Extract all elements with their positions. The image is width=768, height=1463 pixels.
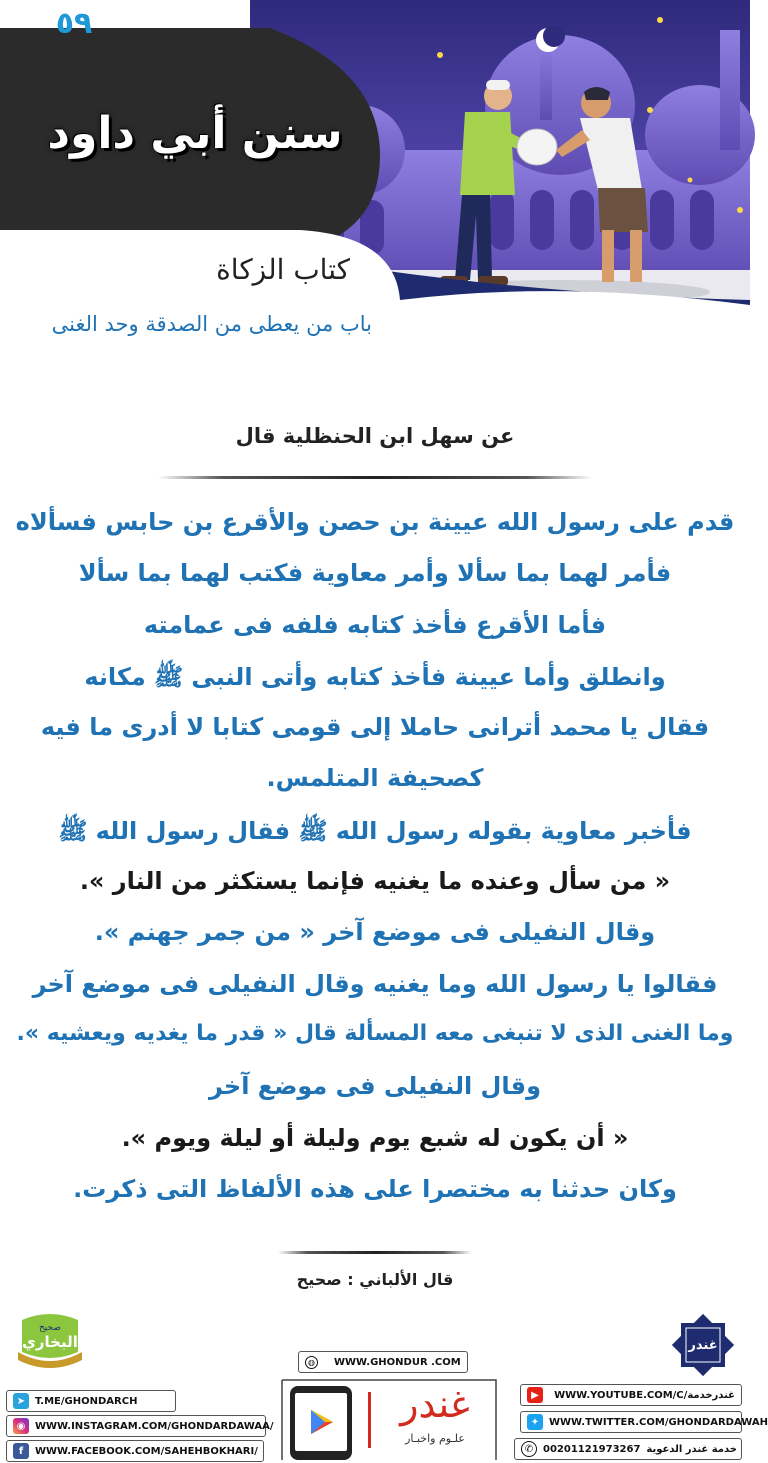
grading-text: قال الألباني : صحيح bbox=[296, 1270, 454, 1289]
telegram-link[interactable] bbox=[6, 1390, 176, 1412]
hadith-line: « من سأل وعنده ما يغنيه فإنما يستكثر من النار ». bbox=[79, 867, 671, 896]
instagram-label: WWW.INSTAGRAM.COM/GHONDARDAWAA/ bbox=[35, 1420, 274, 1432]
hadith-line: فأما الأقرع فأخذ كتابه فلفه فى عمامته bbox=[143, 610, 607, 639]
whatsapp-contact[interactable] bbox=[514, 1438, 742, 1460]
globe-icon: ◍ bbox=[305, 1356, 318, 1369]
svg-text:غندر: غندر bbox=[688, 1338, 718, 1353]
section-title: باب من يعطى من الصدقة وحد الغنى bbox=[51, 312, 372, 336]
twitter-icon: ✦ bbox=[527, 1414, 543, 1430]
hadith-line: فأمر لهما بما سألا وأمر معاوية فكتب لهما بما سألا bbox=[78, 559, 672, 588]
chapter-title: كتاب الزكاة bbox=[216, 253, 350, 286]
whatsapp-name: خدمة غندر الدعوية bbox=[646, 1443, 737, 1455]
whatsapp-number: 00201121973267 bbox=[543, 1443, 641, 1455]
website-link[interactable] bbox=[298, 1351, 468, 1373]
facebook-link[interactable] bbox=[6, 1440, 264, 1462]
youtube-icon: ▶ bbox=[527, 1387, 543, 1403]
hadith-line: كصحيفة المتلمس. bbox=[266, 764, 484, 793]
hadith-line: وانطلق وأما عيينة فأخذ كتابه وأتى النبى ﷺ مكانه bbox=[84, 662, 666, 691]
hadith-line: فقال يا محمد أترانى حاملا إلى قومى كتابا لا أدرى ما فيه bbox=[40, 713, 710, 742]
youtube-label: WWW.YOUTUBE.COM/C/غندرخدمة bbox=[554, 1389, 735, 1401]
whatsapp-icon: ✆ bbox=[521, 1441, 537, 1457]
top-divider bbox=[158, 476, 592, 479]
hadith-line: قدم على رسول الله عيينة بن حصن والأقرع بن حابس فسألاه bbox=[15, 508, 735, 536]
website-label: WWW.GHONDUR .COM bbox=[334, 1356, 461, 1368]
telegram-icon: ➤ bbox=[13, 1393, 29, 1409]
youtube-link[interactable] bbox=[520, 1384, 742, 1406]
hadith-line: وقال النفيلى فى موضع آخر « من جمر جهنم ». bbox=[94, 918, 656, 947]
book-title: سنن أبي داود bbox=[47, 108, 343, 159]
phone-icon[interactable] bbox=[290, 1386, 352, 1460]
svg-text:صحيح: صحيح bbox=[39, 1323, 61, 1333]
header-banner bbox=[0, 0, 750, 400]
hadith-line: وما الغنى الذى لا تنبغى معه المسألة قال « قدر ما يغديه ويعشيه ». bbox=[16, 1020, 734, 1046]
telegram-label: T.ME/GHONDARCH bbox=[35, 1395, 138, 1407]
hadith-line: وقال النفيلى فى موضع آخر bbox=[208, 1072, 541, 1101]
narrator-heading: عن سهل ابن الحنظلية قال bbox=[235, 424, 515, 448]
hadith-line: فأخبر معاوية بقوله رسول الله ﷺ فقال رسول الله ﷺ bbox=[58, 816, 692, 845]
twitter-label: WWW.TWITTER.COM/GHONDARDAWAH bbox=[549, 1416, 768, 1428]
instagram-icon: ◉ bbox=[13, 1418, 29, 1434]
facebook-label: WWW.FACEBOOK.COM/SAHEHBOKHARI/ bbox=[35, 1445, 258, 1457]
hadith-text bbox=[10, 508, 740, 1226]
hadith-line: وكان حدثنا به مختصرا على هذه الألفاظ التى ذكرت. bbox=[73, 1174, 677, 1203]
play-store-icon bbox=[295, 1393, 347, 1451]
twitter-link[interactable] bbox=[520, 1411, 768, 1433]
brand-separator bbox=[368, 1392, 371, 1448]
bukhari-logo bbox=[12, 1312, 88, 1374]
instagram-link[interactable] bbox=[6, 1415, 274, 1437]
bottom-divider bbox=[278, 1251, 472, 1254]
ghondur-logo bbox=[672, 1314, 734, 1376]
brand-name: غندر bbox=[400, 1382, 470, 1426]
facebook-icon: f bbox=[13, 1443, 29, 1459]
header-illustration bbox=[0, 0, 750, 400]
hadith-number: ٥٩ bbox=[55, 6, 93, 41]
hadith-line: فقالوا يا رسول الله وما يغنيه وقال النفيلى فى موضع آخر bbox=[32, 969, 718, 998]
svg-text:البخاري: البخاري bbox=[22, 1333, 78, 1351]
hadith-line: « أن يكون له شبع يوم وليلة أو ليلة ويوم ». bbox=[121, 1123, 629, 1152]
brand-tagline: علـوم واخبـار bbox=[405, 1432, 465, 1445]
